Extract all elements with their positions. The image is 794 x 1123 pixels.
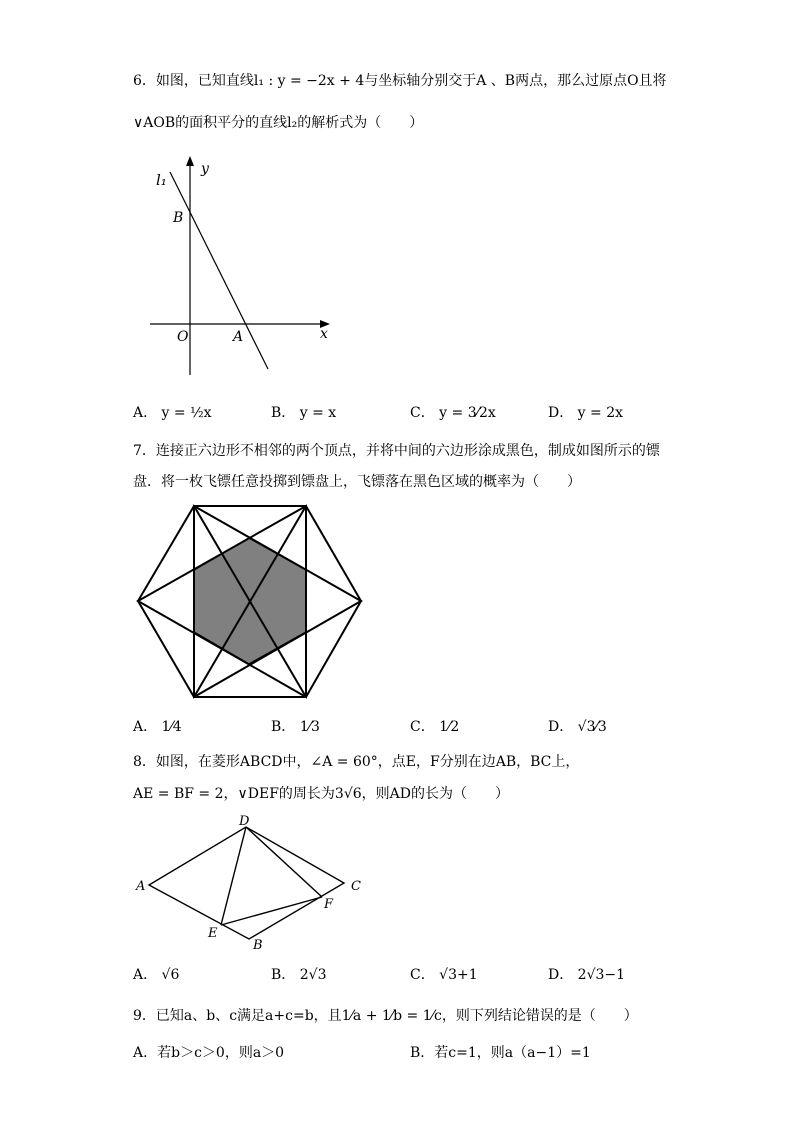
q6-text-line1: 6．如图，已知直线l₁ : y = −2x + 4与坐标轴分别交于A 、B两点，那么过原点O且将 (133, 73, 667, 89)
q9-option-b[interactable]: B．若c=1，则a（a−1）=1 (410, 1045, 591, 1061)
q6-option-a[interactable]: A． y = ½x (133, 405, 212, 421)
q7-text-line1: 7．连接正六边形不相邻的两个顶点，并将中间的六边形涂成黑色，制成如图所示的镖 (133, 443, 660, 459)
label-E: E (208, 926, 218, 941)
label-B: B (173, 210, 184, 226)
segment-ef (221, 897, 322, 925)
q7-option-d[interactable]: D． √3⁄3 (548, 719, 607, 735)
q8-option-d[interactable]: D． 2√3−1 (548, 967, 626, 983)
q6-text-line2: ∨AOB的面积平分的直线l₂的解析式为（ ） (133, 115, 424, 131)
q8-text-line2: AE = BF = 2，∨DEF的周长为3√6，则AD的长为（ ） (133, 786, 509, 802)
q8-option-b[interactable]: B． 2√3 (271, 967, 327, 983)
q8-option-c[interactable]: C． √3+1 (410, 967, 478, 983)
segment-de (221, 827, 246, 925)
label-l1: l₁ (156, 171, 167, 189)
q7-option-a[interactable]: A． 1⁄4 (133, 719, 182, 735)
label-F: F (324, 897, 334, 912)
label-x: x (320, 326, 328, 342)
label-A: A (233, 329, 244, 345)
rhombus-abcd (149, 827, 344, 939)
q6-option-b[interactable]: B． y = x (271, 405, 337, 421)
label-O: O (177, 329, 189, 345)
q8-option-a[interactable]: A． √6 (133, 967, 180, 983)
label-C: C (351, 879, 361, 894)
q7-option-c[interactable]: C． 1⁄2 (410, 719, 460, 735)
label-D: D (239, 814, 250, 829)
q6-option-d[interactable]: D． y = 2x (548, 405, 624, 421)
q7-text-line2: 盘．将一枚飞镖任意投掷到镖盘上，飞镖落在黑色区域的概率为（ ） (133, 474, 581, 490)
q8-text-line1: 8．如图，在菱形ABCD中，∠A = 60°，点E，F分别在边AB，BC上， (133, 754, 580, 770)
q9-option-a[interactable]: A．若b＞c＞0，则a＞0 (133, 1045, 285, 1061)
label-y: y (201, 161, 209, 177)
label-B: B (253, 938, 263, 953)
q9-text-line1: 9．已知a、b、c满足a+c=b，且1⁄a + 1⁄b = 1⁄c，则下列结论错误的是（ ） (133, 1008, 638, 1024)
q7-option-b[interactable]: B． 1⁄3 (271, 719, 320, 735)
q6-option-c[interactable]: C． y = 3⁄2x (410, 405, 496, 421)
segment-df (246, 827, 322, 897)
label-A: A (136, 879, 146, 894)
